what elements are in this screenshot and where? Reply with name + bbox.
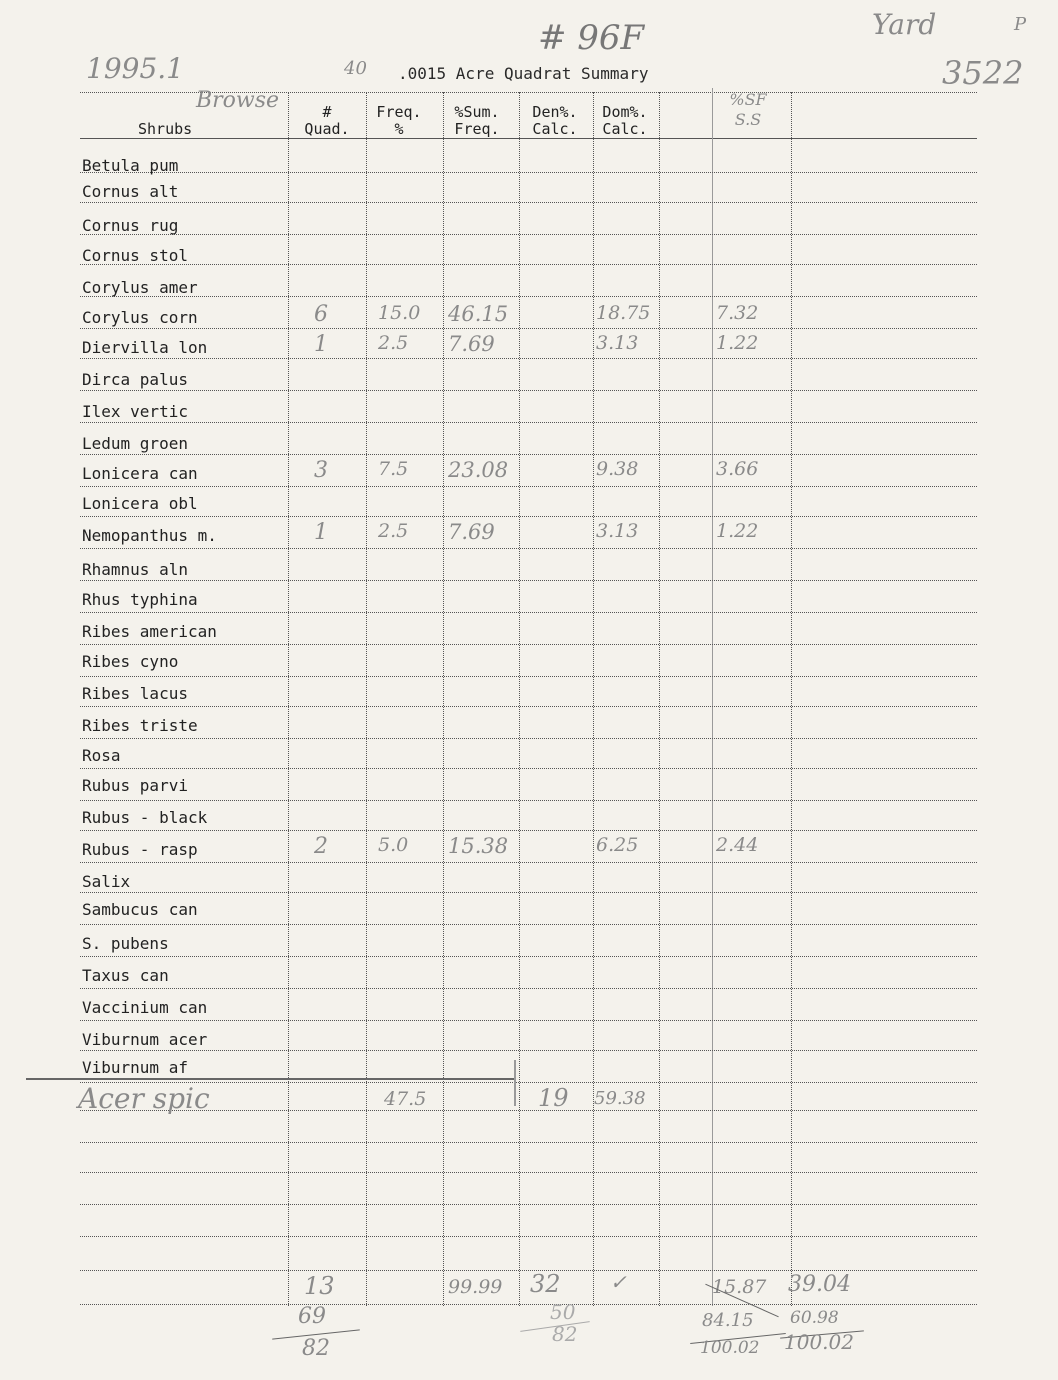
shrub-name: Cornus stol: [82, 246, 188, 265]
row-rule: [80, 486, 977, 487]
row-rule: [80, 706, 977, 707]
quadrat-count-note: 40: [344, 58, 367, 79]
total-sf-a: 15.87: [712, 1276, 767, 1298]
cell-dom: 9.38: [596, 458, 639, 480]
cell-freq: 2.5: [378, 332, 409, 354]
cell-dom: 6.25: [596, 834, 639, 856]
row-rule: [80, 358, 977, 359]
row-rule: [80, 1020, 977, 1021]
cell-quad: 3: [314, 458, 328, 483]
row-rule: [80, 296, 977, 297]
shrub-name: Sambucus can: [82, 900, 198, 919]
shrub-name: Ribes cyno: [82, 652, 179, 671]
cell-sf: 7.32: [716, 302, 759, 324]
total-den: 32: [530, 1270, 561, 1298]
row-rule: [80, 1050, 977, 1051]
row-rule: [80, 454, 977, 455]
row-rule: [80, 956, 977, 957]
closing-rule: [26, 1078, 516, 1080]
row-rule: [80, 516, 977, 517]
cell-quad: 6: [314, 302, 328, 327]
shrub-name: Taxus can: [82, 966, 169, 985]
shrub-name: Ribes american: [82, 622, 217, 641]
fraction-sf-b-den: 100.02: [784, 1330, 854, 1354]
shrub-name: Rhus typhina: [82, 590, 198, 609]
cell-sum: 15.38: [448, 834, 509, 858]
row-rule: [80, 1270, 977, 1271]
row-rule: [80, 892, 977, 893]
cell-sum: 46.15: [448, 302, 509, 326]
extra-row-den: 19: [538, 1084, 569, 1112]
cell-freq: 5.0: [378, 834, 409, 856]
row-rule: [80, 548, 977, 549]
col-pct-sf: %SF S.S: [729, 90, 767, 129]
row-rule: [80, 676, 977, 677]
fraction-den-den: 82: [552, 1322, 578, 1346]
cell-quad: 2: [314, 834, 328, 859]
shrub-name: Dirca palus: [82, 370, 188, 389]
fraction-quad-num: 69: [298, 1304, 326, 1329]
shrub-name: Betula pum: [82, 156, 179, 175]
cell-dom: 3.13: [596, 520, 639, 542]
top-right-mark: P: [1014, 14, 1027, 35]
row-rule: [80, 644, 977, 645]
row-rule: [80, 1172, 977, 1173]
cell-freq: 7.5: [378, 458, 409, 480]
shrub-name: Vaccinium can: [82, 998, 208, 1017]
fraction-sf-b-num: 60.98: [790, 1308, 839, 1328]
cell-sf: 3.66: [716, 458, 759, 480]
sheet-id: 3522: [942, 54, 1024, 92]
cell-freq: 15.0: [378, 302, 421, 324]
cell-sum: 7.69: [448, 332, 495, 356]
cell-quad: 1: [314, 332, 328, 357]
shrub-name: Ledum groen: [82, 434, 188, 453]
shrub-name: Rhamnus aln: [82, 560, 188, 579]
fraction-quad-den: 82: [302, 1336, 330, 1361]
row-rule: [80, 390, 977, 391]
row-rule: [80, 234, 977, 235]
total-quad: 13: [304, 1272, 335, 1300]
cell-sf: 2.44: [716, 834, 759, 856]
row-rule: [80, 988, 977, 989]
extra-row-dom: 59.38: [594, 1088, 646, 1109]
row-rule: [80, 264, 977, 265]
col-freq: Freq. %: [376, 103, 422, 138]
shrub-name: Corylus corn: [82, 308, 198, 327]
shrub-name: Rubus - black: [82, 808, 208, 827]
row-rule: [80, 862, 977, 863]
site-number: # 96F: [538, 18, 645, 58]
row-rule: [80, 328, 977, 329]
cell-quad: 1: [314, 520, 328, 545]
shrub-name: Nemopanthus m.: [82, 526, 217, 545]
fraction-den-num: 50: [550, 1300, 576, 1324]
row-rule: [80, 1304, 977, 1305]
shrub-name: Ilex vertic: [82, 402, 188, 421]
shrub-name: Viburnum af: [82, 1058, 188, 1077]
extra-row-name: Acer spic: [78, 1082, 210, 1115]
fraction-sf-a-den: 100.02: [700, 1338, 760, 1358]
row-rule: [80, 422, 977, 423]
total-sf-b: 39.04: [788, 1272, 851, 1297]
shrub-name: Salix: [82, 872, 131, 891]
shrub-name: Corylus amer: [82, 278, 198, 297]
shrub-name: Diervilla lon: [82, 338, 208, 357]
shrub-name: S. pubens: [82, 934, 169, 953]
cell-sum: 7.69: [448, 520, 495, 544]
cell-dom: 18.75: [596, 302, 651, 324]
col-den-calc: Den%. Calc.: [532, 103, 578, 138]
row-rule: [80, 202, 977, 203]
col-quad: # Quad.: [304, 103, 350, 138]
total-dom-check: ✓: [610, 1270, 627, 1294]
shrub-name: Ribes lacus: [82, 684, 188, 703]
cell-freq: 2.5: [378, 520, 409, 542]
col-dom-calc: Dom%. Calc.: [602, 103, 648, 138]
cell-sf: 1.22: [716, 520, 759, 542]
row-rule: [80, 1236, 977, 1237]
row-rule: [80, 172, 977, 173]
row-rule: [80, 1142, 977, 1143]
row-rule: [80, 768, 977, 769]
row-rule: [80, 800, 977, 801]
row-rule: [80, 1204, 977, 1205]
row-rule: [80, 1082, 977, 1083]
shrub-name: Ribes triste: [82, 716, 198, 735]
cell-sf: 1.22: [716, 332, 759, 354]
top-right-note: Yard: [872, 8, 937, 41]
col-sum-freq: %Sum. Freq.: [454, 103, 500, 138]
total-sum: 99.99: [448, 1276, 503, 1298]
closing-rule-tick: [514, 1060, 516, 1106]
shrub-name: Lonicera obl: [82, 494, 198, 513]
shrub-name: Cornus alt: [82, 182, 179, 201]
page-title: .0015 Acre Quadrat Summary: [398, 64, 649, 83]
row-rule: [80, 612, 977, 613]
browse-note: Browse: [196, 88, 280, 113]
shrub-name: Lonicera can: [82, 464, 198, 483]
row-rule: [80, 738, 977, 739]
row-rule: [80, 924, 977, 925]
shrub-name: Rubus parvi: [82, 776, 188, 795]
shrub-name: Rosa: [82, 746, 121, 765]
year-note: 1995.1: [86, 52, 184, 85]
extra-row-freq: 47.5: [384, 1088, 427, 1110]
row-rule: [80, 830, 977, 831]
shrub-name: Viburnum acer: [82, 1030, 208, 1049]
fraction-sf-a-num: 84.15: [702, 1310, 754, 1331]
col-shrubs: Shrubs: [138, 120, 193, 138]
shrub-name: Rubus - rasp: [82, 840, 198, 859]
shrub-name: Cornus rug: [82, 216, 179, 235]
cell-dom: 3.13: [596, 332, 639, 354]
row-rule: [80, 580, 977, 581]
cell-sum: 23.08: [448, 458, 509, 482]
row-rule: [80, 1110, 977, 1111]
